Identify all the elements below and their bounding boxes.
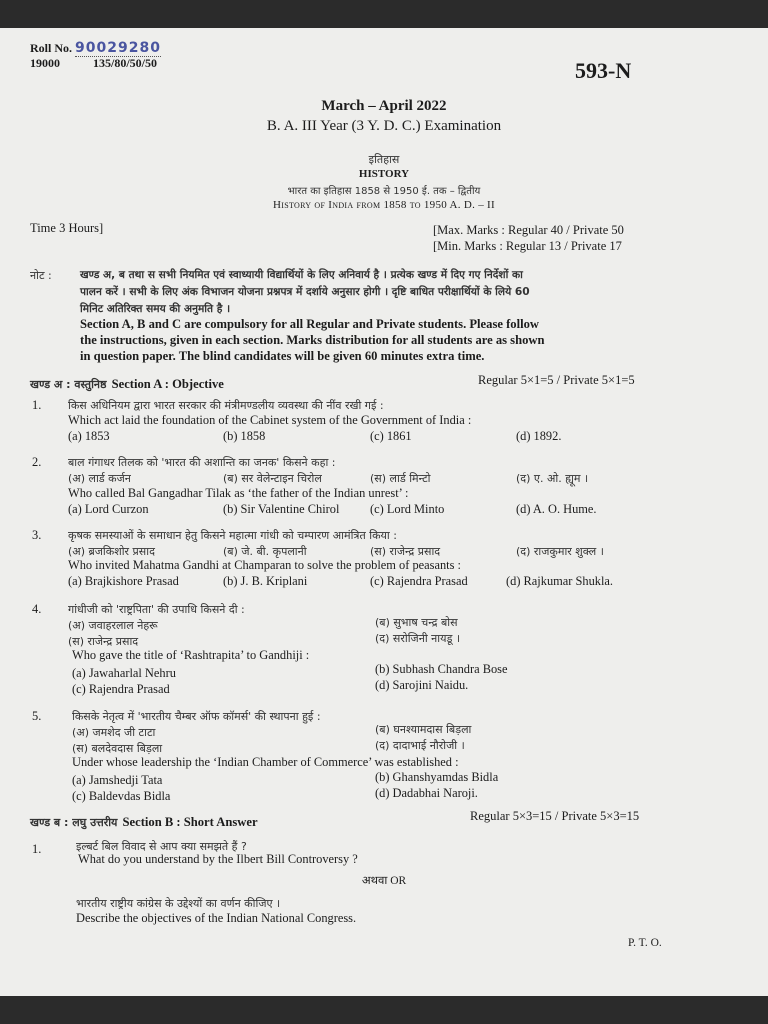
q2-option-d: (d) A. O. Hume. xyxy=(516,502,597,516)
b-q1-english: What do you understand by the Ilbert Bill Controversy ? xyxy=(78,852,358,866)
q2-hindi-option-b: (ब) सर वेलेन्टाइन चिरोल xyxy=(223,472,322,485)
q2-hindi-option-d: (द) ए. ओ. ह्यूम । xyxy=(516,472,589,485)
subject-hindi: इतिहास xyxy=(368,153,400,166)
q4-hindi-option-b: (ब) सुभाष चन्द्र बोस xyxy=(375,616,458,629)
q1-number: 1. xyxy=(32,398,42,412)
q3-option-b: (b) J. B. Kriplani xyxy=(223,574,308,588)
q2-option-b: (b) Sir Valentine Chirol xyxy=(223,502,340,516)
q5-english: Under whose leadership the ‘Indian Chamber of Commerce’ was established : xyxy=(72,755,459,769)
note-hindi-2: पालन करें । सभी के लिए अंक विभाजन योजना प्रश्नपत्र में दर्शाये अनुसार होगी । दृष्टि बाधित परीक्षार्थियों के लिये 60 xyxy=(80,286,530,298)
section-a-heading xyxy=(30,373,224,392)
exam-paper xyxy=(0,28,768,996)
q4-option-c: (c) Rajendra Prasad xyxy=(72,682,170,696)
q1-english: Which act laid the foundation of the Cabinet system of the Government of India : xyxy=(68,413,472,427)
q2-option-a: (a) Lord Curzon xyxy=(68,502,149,516)
q3-number: 3. xyxy=(32,528,42,542)
roll-number xyxy=(30,40,161,56)
session: March – April 2022 xyxy=(321,98,447,114)
time-allowed: Time 3 Hours] xyxy=(30,221,104,235)
q4-option-b: (b) Subhash Chandra Bose xyxy=(375,662,508,676)
q1-option-d: (d) 1892. xyxy=(516,429,562,443)
q5-option-a: (a) Jamshedji Tata xyxy=(72,773,163,787)
q5-hindi: किसके नेतृत्व में 'भारतीय चैम्बर ऑफ कॉमर्स' की स्थापना हुई : xyxy=(72,710,321,723)
max-marks: [Max. Marks : Regular 40 / Private 50 xyxy=(433,223,624,237)
b-q1-alt-english: Describe the objectives of the Indian National Congress. xyxy=(76,911,357,925)
paper-title-english: History of India from 1858 to 1950 A. D. – II xyxy=(273,199,495,211)
note-english-3: in question paper. The blind candidates will be given 60 minutes extra time. xyxy=(80,349,485,363)
q5-option-d: (d) Dadabhai Naroji. xyxy=(375,786,478,800)
please-turn-over: P. T. O. xyxy=(628,937,662,949)
q2-english: Who called Bal Gangadhar Tilak as ‘the father of the Indian unrest’ : xyxy=(68,486,409,500)
q4-option-d: (d) Sarojini Naidu. xyxy=(375,678,469,692)
q2-hindi: बाल गंगाधर तिलक को 'भारत की अशान्ति का जनक' किसने कहा : xyxy=(68,456,336,469)
q3-hindi-option-a: (अ) ब्रजकिशोर प्रसाद xyxy=(68,545,155,558)
code-2: 135/80/50/50 xyxy=(93,56,158,70)
q3-hindi-option-c: (स) राजेन्द्र प्रसाद xyxy=(370,545,441,558)
b-q1-number: 1. xyxy=(32,842,42,856)
q3-hindi: कृषक समस्याओं के समाधान हेतु किसने महात्मा गांधी को चम्पारण आमंत्रित किया : xyxy=(68,529,397,542)
exam-title: B. A. III Year (3 Y. D. C.) Examination xyxy=(266,118,502,134)
paper-number: 593-N xyxy=(575,58,632,83)
q2-number: 2. xyxy=(32,455,42,469)
q4-hindi: गांधीजी को 'राष्ट्रपिता' की उपाधि किसने दी : xyxy=(68,603,245,616)
q5-option-b: (b) Ghanshyamdas Bidla xyxy=(375,770,499,784)
q3-option-c: (c) Rajendra Prasad xyxy=(370,574,468,588)
or-separator: अथवा OR xyxy=(361,875,407,887)
section-b-marks: Regular 5×3=15 / Private 5×3=15 xyxy=(470,809,640,823)
q4-number: 4. xyxy=(32,602,42,616)
section-b-hindi: खण्ड ब : लघु उत्तरीय xyxy=(30,816,118,829)
min-marks: [Min. Marks : Regular 13 / Private 17 xyxy=(433,239,622,253)
q5-hindi-option-b: (ब) घनश्यामदास बिड़ला xyxy=(375,723,472,736)
q3-hindi-option-d: (द) राजकुमार शुक्ल । xyxy=(516,545,604,558)
note-hindi-1: खण्ड अ, ब तथा स सभी नियमित एवं स्वाध्यायी विद्यार्थियों के लिए अनिवार्य है । प्रत्येक खण्ड में दिए गए निर्देशों का xyxy=(80,269,523,281)
q4-english: Who gave the title of ‘Rashtrapita’ to Gandhiji : xyxy=(72,648,310,662)
q3-english: Who invited Mahatma Gandhi at Champaran to solve the problem of peasants : xyxy=(68,558,461,572)
q1-option-c: (c) 1861 xyxy=(370,429,412,443)
q3-option-d: (d) Rajkumar Shukla. xyxy=(506,574,614,588)
b-q1-hindi: इल्बर्ट बिल विवाद से आप क्या समझते हैं ? xyxy=(76,840,247,853)
q4-option-a: (a) Jawaharlal Nehru xyxy=(72,666,176,680)
q5-option-c: (c) Baldevdas Bidla xyxy=(72,789,171,803)
q5-hindi-option-a: (अ) जमशेद जी टाटा xyxy=(72,726,156,739)
note-hindi-3: मिनिट अतिरिक्त समय की अनुमति है । xyxy=(80,303,231,315)
section-b-english: Section B : Short Answer xyxy=(122,815,258,829)
q2-hindi-option-c: (स) लार्ड मिन्टो xyxy=(370,472,431,485)
code-1: 19000 xyxy=(30,56,60,70)
q5-hindi-option-d: (द) दादाभाई नौरोजी । xyxy=(375,739,465,752)
paper-title-hindi: भारत का इतिहास 1858 से 1950 ई. तक – द्वितीय xyxy=(287,186,481,197)
roll-label: Roll No. xyxy=(30,41,72,55)
subject-english: HISTORY xyxy=(358,168,410,180)
q1-option-a: (a) 1853 xyxy=(68,429,110,443)
note-label: नोट : xyxy=(30,269,52,282)
q3-option-a: (a) Brajkishore Prasad xyxy=(68,574,179,588)
q1-option-b: (b) 1858 xyxy=(223,429,266,443)
q2-option-c: (c) Lord Minto xyxy=(370,502,445,516)
roll-value: 90029280 xyxy=(75,40,161,56)
q1-hindi: किस अधिनियम द्वारा भारत सरकार की मंत्रीमण्डलीय व्यवस्था की नींव रखी गई : xyxy=(68,399,384,412)
note-english-2: the instructions, given in each section. Marks distribution for all students are as shown xyxy=(80,333,545,347)
q2-hindi-option-a: (अ) लार्ड कर्जन xyxy=(68,472,131,485)
q5-hindi-option-c: (स) बलदेवदास बिड़ला xyxy=(72,742,163,755)
q3-hindi-option-b: (ब) जे. बी. कृपलानी xyxy=(223,545,307,558)
q4-hindi-option-a: (अ) जवाहरलाल नेहरू xyxy=(68,619,158,632)
q4-hindi-option-c: (स) राजेन्द्र प्रसाद xyxy=(68,635,139,648)
section-a-english: Section A : Objective xyxy=(111,377,224,391)
section-a-hindi: खण्ड अ : वस्तुनिष्ठ xyxy=(30,378,107,391)
section-a-marks: Regular 5×1=5 / Private 5×1=5 xyxy=(478,373,635,387)
b-q1-alt-hindi: भारतीय राष्ट्रीय कांग्रेस के उद्देश्यों का वर्णन कीजिए । xyxy=(76,897,281,910)
q4-hindi-option-d: (द) सरोजिनी नायडू । xyxy=(375,632,461,645)
note-english-1: Section A, B and C are compulsory for all Regular and Private students. Please follow xyxy=(80,317,539,331)
q5-number: 5. xyxy=(32,709,42,723)
section-b-heading xyxy=(30,811,258,830)
